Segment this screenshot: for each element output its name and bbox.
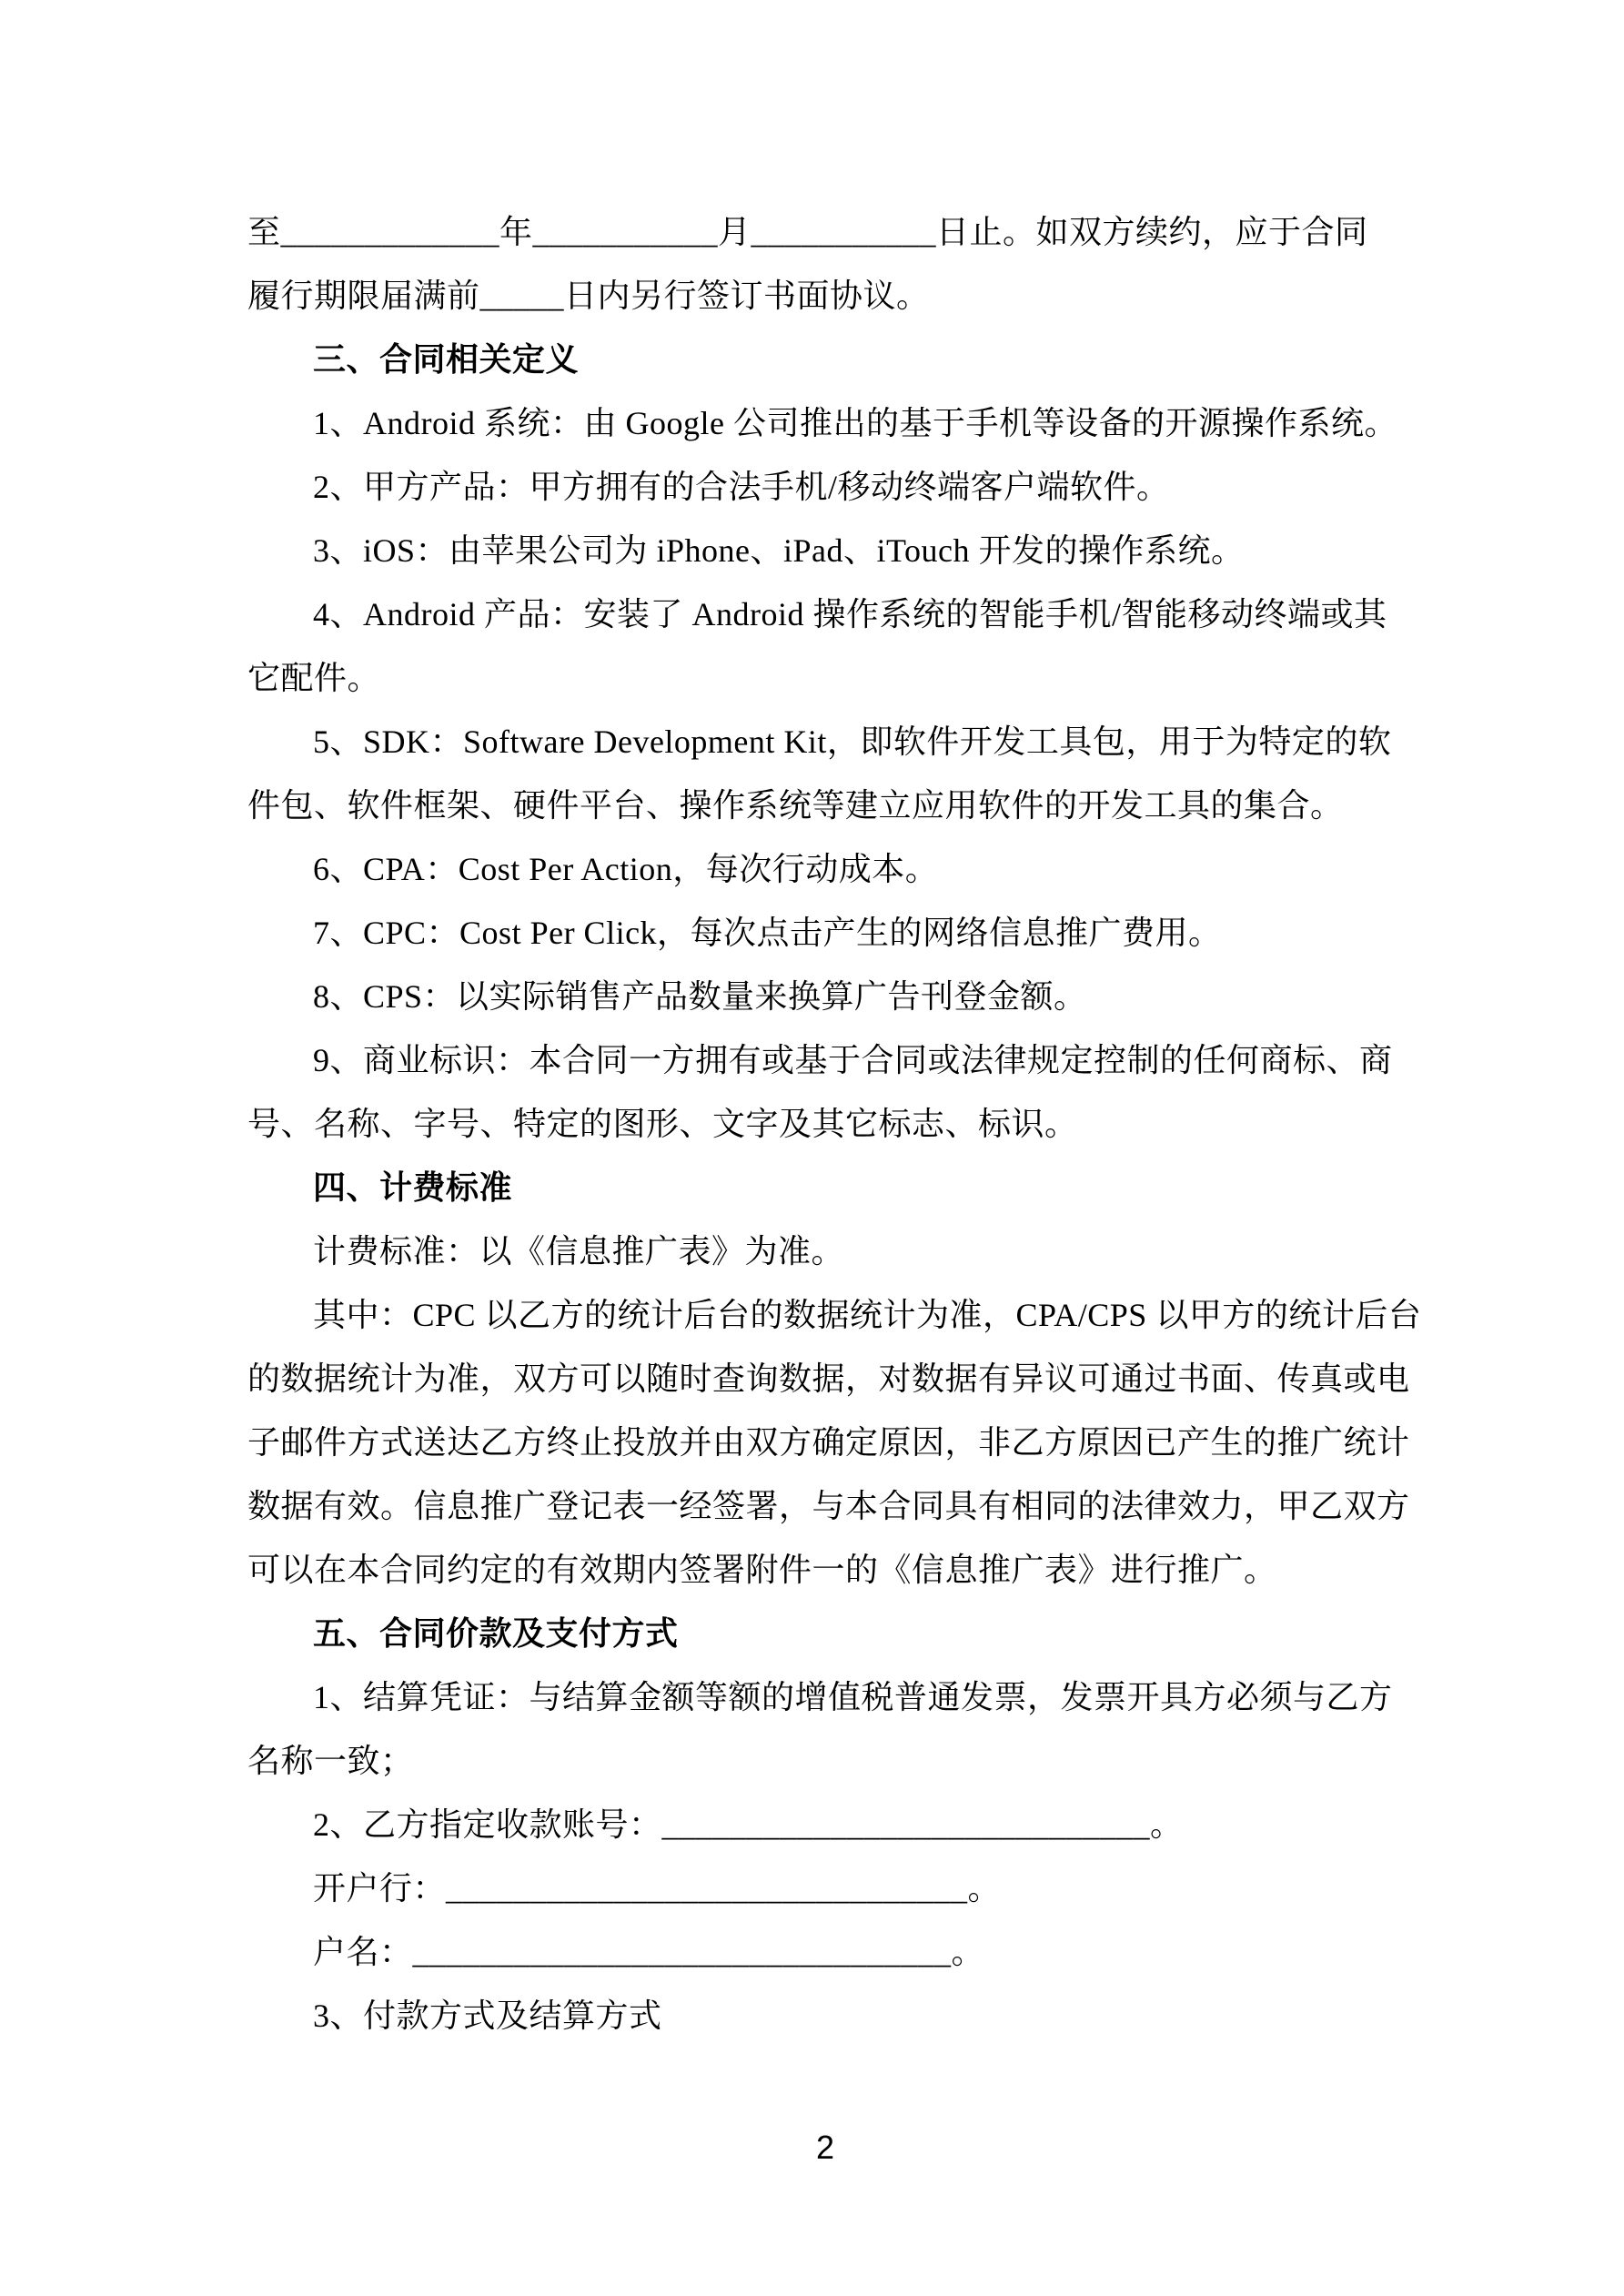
document-line-4: 1、Android 系统：由 Google 公司推出的基于手机等设备的开源操作系统。 bbox=[313, 405, 1397, 441]
document-line-18: 其中：CPC 以乙方的统计后台的数据统计为准，CPA/CPS 以甲方的统计后台 bbox=[313, 1297, 1422, 1333]
document-line-29: 3、付款方式及结算方式 bbox=[313, 1998, 662, 2034]
document-line-7: 4、Android 产品：安装了 Android 操作系统的智能手机/智能移动终端或其 bbox=[313, 596, 1387, 632]
document-line-28: 户名：________________________________。 bbox=[313, 1934, 985, 1970]
document-line-16: 四、计费标准 bbox=[313, 1169, 513, 1206]
document-line-12: 7、CPC：Cost Per Click，每次点击产生的网络信息推广费用。 bbox=[313, 915, 1222, 951]
document-line-9: 5、SDK：Software Development Kit，即软件开发工具包，用于为特定的软 bbox=[313, 723, 1392, 760]
document-line-6: 3、iOS：由苹果公司为 iPhone、iPad、iTouch 开发的操作系统。 bbox=[313, 532, 1245, 569]
document-line-24: 1、结算凭证：与结算金额等额的增值税普通发票，发票开具方必须与乙方 bbox=[313, 1679, 1393, 1715]
document-line-21: 数据有效。信息推广登记表一经签署，与本合同具有相同的法律效力，甲乙双方 bbox=[247, 1488, 1410, 1524]
document-line-22: 可以在本合同约定的有效期内签署附件一的《信息推广表》进行推广。 bbox=[247, 1552, 1277, 1588]
document-line-19: 的数据统计为准，双方可以随时查询数据，对数据有异议可通过书面、传真或电 bbox=[247, 1360, 1410, 1397]
document-line-15: 号、名称、字号、特定的图形、文字及其它标志、标识。 bbox=[247, 1106, 1078, 1142]
document-line-8: 它配件。 bbox=[247, 660, 381, 696]
document-line-17: 计费标准：以《信息推广表》为准。 bbox=[313, 1233, 845, 1269]
document-line-5: 2、甲方产品：甲方拥有的合法手机/移动终端客户端软件。 bbox=[313, 469, 1170, 505]
page-number: 2 bbox=[815, 2129, 835, 2166]
document-line-26: 2、乙方指定收款账号：_____________________________。 bbox=[313, 1806, 1184, 1843]
document-line-23: 五、合同价款及支付方式 bbox=[313, 1615, 679, 1652]
document-line-20: 子邮件方式送达乙方终止投放并由双方确定原因，非乙方原因已产生的推广统计 bbox=[247, 1424, 1410, 1461]
document-line-14: 9、商业标识：本合同一方拥有或基于合同或法律规定控制的任何商标、商 bbox=[313, 1042, 1393, 1078]
contract-body bbox=[247, 200, 1422, 2048]
document-line-2: 履行期限届满前_____日内另行签订书面协议。 bbox=[247, 278, 930, 314]
document-line-3: 三、合同相关定义 bbox=[313, 341, 580, 378]
document-line-1: 至_____________年___________月___________日止。如双方续约，应于合同 bbox=[247, 214, 1368, 250]
document-line-11: 6、CPA：Cost Per Action，每次行动成本。 bbox=[313, 851, 939, 887]
document-line-13: 8、CPS：以实际销售产品数量来换算广告刊登金额。 bbox=[313, 978, 1087, 1015]
document-line-10: 件包、软件框架、硬件平台、操作系统等建立应用软件的开发工具的集合。 bbox=[247, 787, 1344, 824]
document-line-25: 名称一致； bbox=[247, 1743, 414, 1779]
document-line-27: 开户行：_______________________________。 bbox=[313, 1870, 1002, 1907]
